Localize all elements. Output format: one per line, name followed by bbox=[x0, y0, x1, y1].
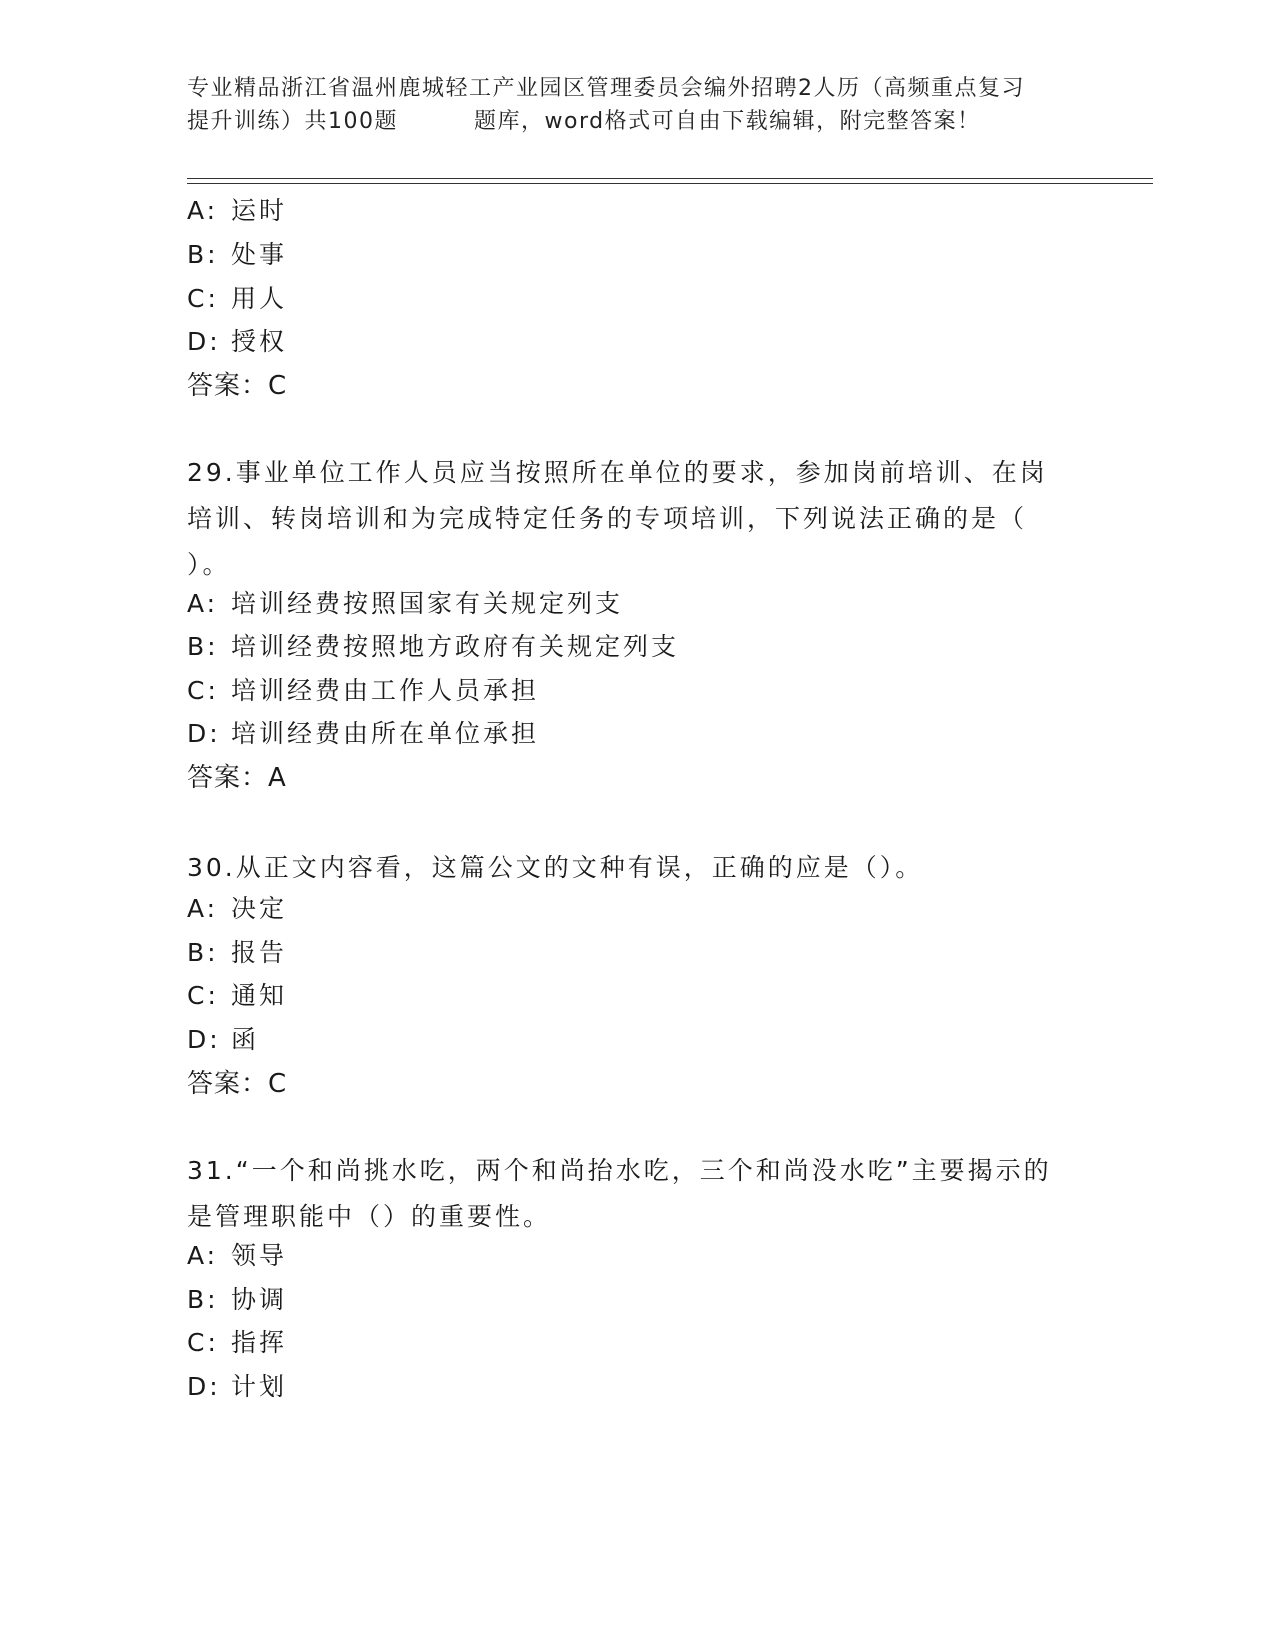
question-text: 30.从正文内容看，这篇公文的文种有误，正确的应是（）。 bbox=[187, 853, 924, 882]
option-row bbox=[187, 627, 679, 663]
option-text: 授权 bbox=[231, 327, 288, 356]
option-key: D: bbox=[187, 719, 221, 748]
option-text: 用人 bbox=[231, 284, 288, 313]
question-text: 31.“一个和尚挑水吃，两个和尚抬水吃，三个和尚没水吃”主要揭示的是管理职能中（）的重要性。 bbox=[187, 1156, 1052, 1231]
option-key: B: bbox=[187, 632, 219, 661]
option-row bbox=[187, 1020, 259, 1056]
option-row bbox=[187, 1367, 287, 1403]
answer-line: 答案：C bbox=[187, 1069, 288, 1099]
option-text: 指挥 bbox=[231, 1328, 288, 1357]
option-row bbox=[187, 1236, 287, 1272]
header-line-2b: 题库，word格式可自由下载编辑，附完整答案！ bbox=[474, 109, 981, 134]
option-key: C: bbox=[187, 284, 219, 313]
option-row bbox=[187, 1280, 287, 1316]
question-text: 29.事业单位工作人员应当按照所在单位的要求，参加岗前培训、在岗培训、转岗培训和为完成特定任务的专项培训，下列说法正确的是（ ）。 bbox=[187, 458, 1048, 579]
option-row bbox=[187, 714, 539, 750]
document-header bbox=[187, 72, 1087, 138]
option-row bbox=[187, 976, 287, 1012]
option-text: 处事 bbox=[231, 240, 288, 269]
option-text: 协调 bbox=[231, 1285, 288, 1314]
answer-line: 答案：A bbox=[187, 763, 287, 793]
option-key: D: bbox=[187, 327, 221, 356]
option-row bbox=[187, 235, 287, 271]
header-divider-top bbox=[187, 178, 1153, 179]
option-text: 培训经费由工作人员承担 bbox=[231, 676, 540, 705]
option-row bbox=[187, 279, 287, 315]
answer-line: 答案：C bbox=[187, 371, 288, 401]
option-row bbox=[187, 933, 287, 969]
option-key: B: bbox=[187, 938, 219, 967]
option-text: 计划 bbox=[231, 1372, 288, 1401]
option-text: 通知 bbox=[231, 981, 288, 1010]
header-divider-bottom bbox=[187, 183, 1153, 184]
option-key: A: bbox=[187, 894, 219, 923]
option-text: 领导 bbox=[231, 1241, 288, 1270]
option-row bbox=[187, 889, 287, 925]
option-text: 培训经费由所在单位承担 bbox=[231, 719, 540, 748]
option-key: D: bbox=[187, 1372, 221, 1401]
option-text: 运时 bbox=[231, 196, 288, 225]
option-key: B: bbox=[187, 240, 219, 269]
option-key: C: bbox=[187, 981, 219, 1010]
option-row bbox=[187, 191, 287, 227]
option-text: 培训经费按照国家有关规定列支 bbox=[231, 589, 624, 618]
option-key: A: bbox=[187, 196, 219, 225]
option-text: 报告 bbox=[231, 938, 288, 967]
option-text: 决定 bbox=[231, 894, 288, 923]
option-key: D: bbox=[187, 1025, 221, 1054]
option-row bbox=[187, 584, 623, 620]
header-line-2a: 提升训练）共100题 bbox=[187, 109, 398, 134]
option-key: A: bbox=[187, 1241, 219, 1270]
option-key: C: bbox=[187, 1328, 219, 1357]
option-row bbox=[187, 1323, 287, 1359]
option-text: 培训经费按照地方政府有关规定列支 bbox=[231, 632, 680, 661]
option-text: 函 bbox=[231, 1025, 260, 1054]
option-key: B: bbox=[187, 1285, 219, 1314]
header-line-1: 专业精品浙江省温州鹿城轻工产业园区管理委员会编外招聘2人历（高频重点复习 bbox=[187, 76, 1025, 101]
option-key: A: bbox=[187, 589, 219, 618]
option-row bbox=[187, 322, 287, 358]
option-row bbox=[187, 671, 539, 707]
option-key: C: bbox=[187, 676, 219, 705]
